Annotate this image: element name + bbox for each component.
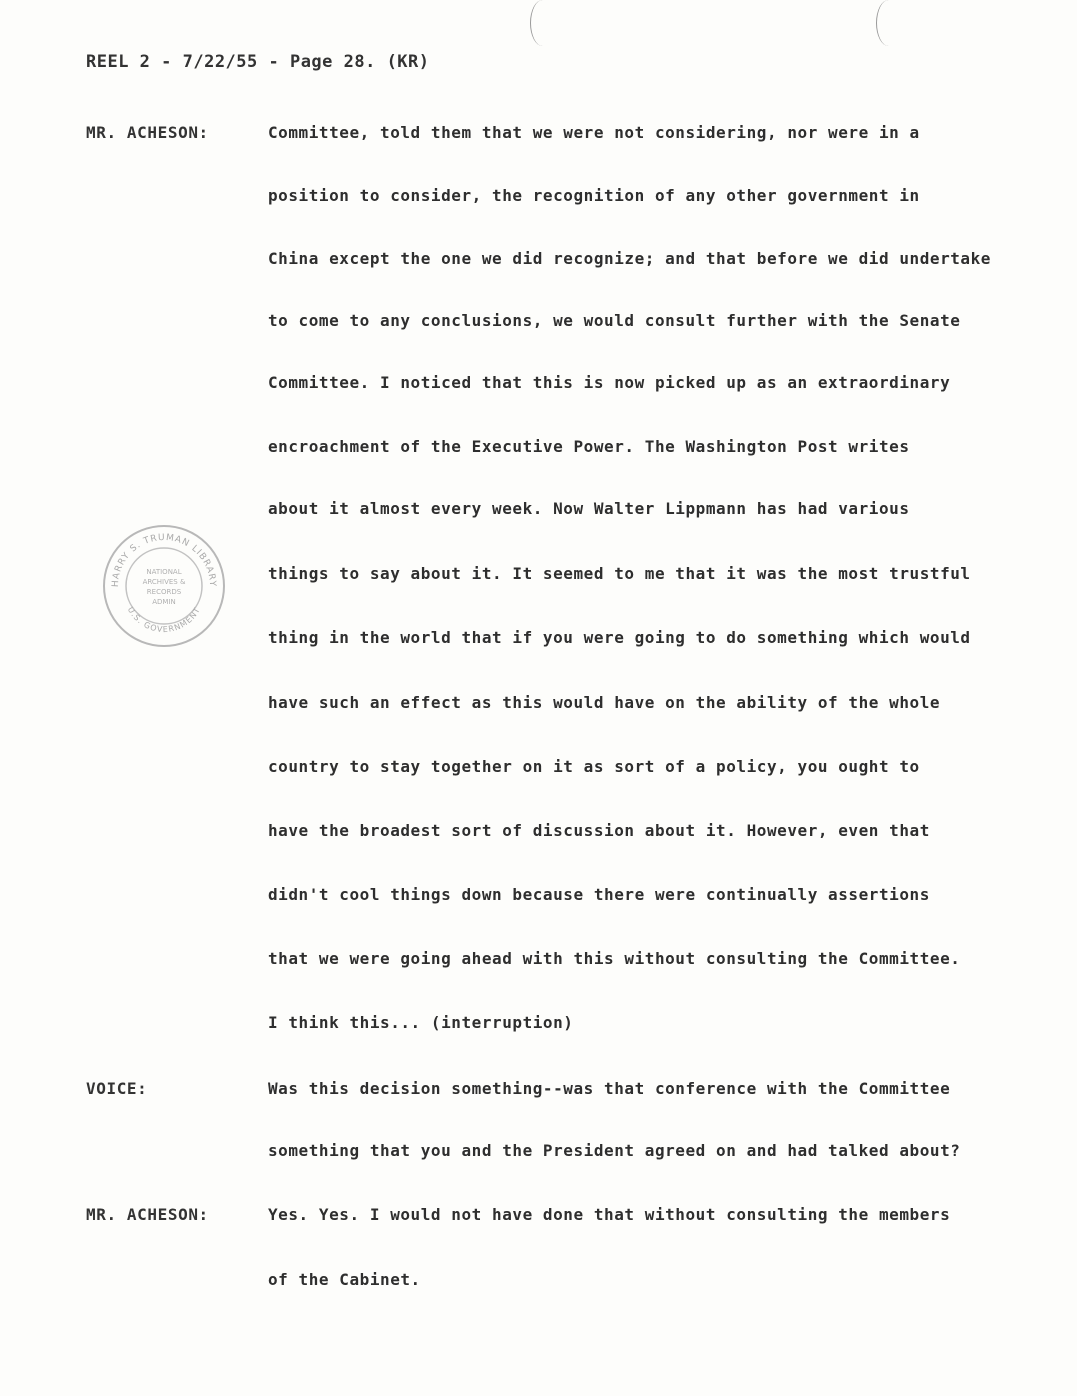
text-line: to come to any conclusions, we would consult further with the Senate bbox=[268, 311, 961, 330]
text-line: of the Cabinet. bbox=[268, 1270, 421, 1289]
text-line: country to stay together on it as sort of a policy, you ought to bbox=[268, 757, 920, 776]
archive-seal-stamp bbox=[100, 522, 228, 650]
text-line: something that you and the President agreed on and had talked about? bbox=[268, 1141, 961, 1160]
svg-text:U.S. GOVERNMENT: U.S. GOVERNMENT bbox=[125, 605, 203, 635]
punch-hole-mark-left bbox=[530, 0, 555, 46]
text-line: that we were going ahead with this without consulting the Committee. bbox=[268, 949, 961, 968]
speaker-label: MR. ACHESON: bbox=[86, 1205, 209, 1224]
text-line: have the broadest sort of discussion about it. However, even that bbox=[268, 821, 930, 840]
text-line: thing in the world that if you were going to do something which would bbox=[268, 628, 971, 647]
svg-text:ARCHIVES &: ARCHIVES & bbox=[142, 578, 186, 586]
text-line: things to say about it. It seemed to me that it was the most trustful bbox=[268, 564, 971, 583]
text-line: position to consider, the recognition of any other government in bbox=[268, 186, 920, 205]
punch-hole-mark-right bbox=[876, 0, 901, 46]
text-line: I think this... (interruption) bbox=[268, 1013, 574, 1032]
text-line: about it almost every week. Now Walter Lippmann has had various bbox=[268, 499, 910, 518]
text-line: have such an effect as this would have on the ability of the whole bbox=[268, 693, 941, 712]
svg-text:HARRY S. TRUMAN LIBRARY: HARRY S. TRUMAN LIBRARY bbox=[110, 532, 218, 588]
speaker-label: VOICE: bbox=[86, 1079, 148, 1098]
speaker-label: MR. ACHESON: bbox=[86, 123, 209, 142]
text-line: Was this decision something--was that conference with the Committee bbox=[268, 1079, 951, 1098]
text-line: Committee. I noticed that this is now picked up as an extraordinary bbox=[268, 373, 951, 392]
text-line: didn't cool things down because there were continually assertions bbox=[268, 885, 930, 904]
text-line: encroachment of the Executive Power. The Washington Post writes bbox=[268, 437, 910, 456]
text-line: Yes. Yes. I would not have done that without consulting the members bbox=[268, 1205, 951, 1224]
text-line: China except the one we did recognize; and that before we did undertake bbox=[268, 249, 991, 268]
page-header: REEL 2 - 7/22/55 - Page 28. (KR) bbox=[86, 52, 430, 72]
text-line: Committee, told them that we were not considering, nor were in a bbox=[268, 123, 920, 142]
svg-text:ADMIN: ADMIN bbox=[152, 598, 176, 606]
svg-text:NATIONAL: NATIONAL bbox=[146, 568, 182, 576]
svg-text:RECORDS: RECORDS bbox=[146, 588, 182, 596]
